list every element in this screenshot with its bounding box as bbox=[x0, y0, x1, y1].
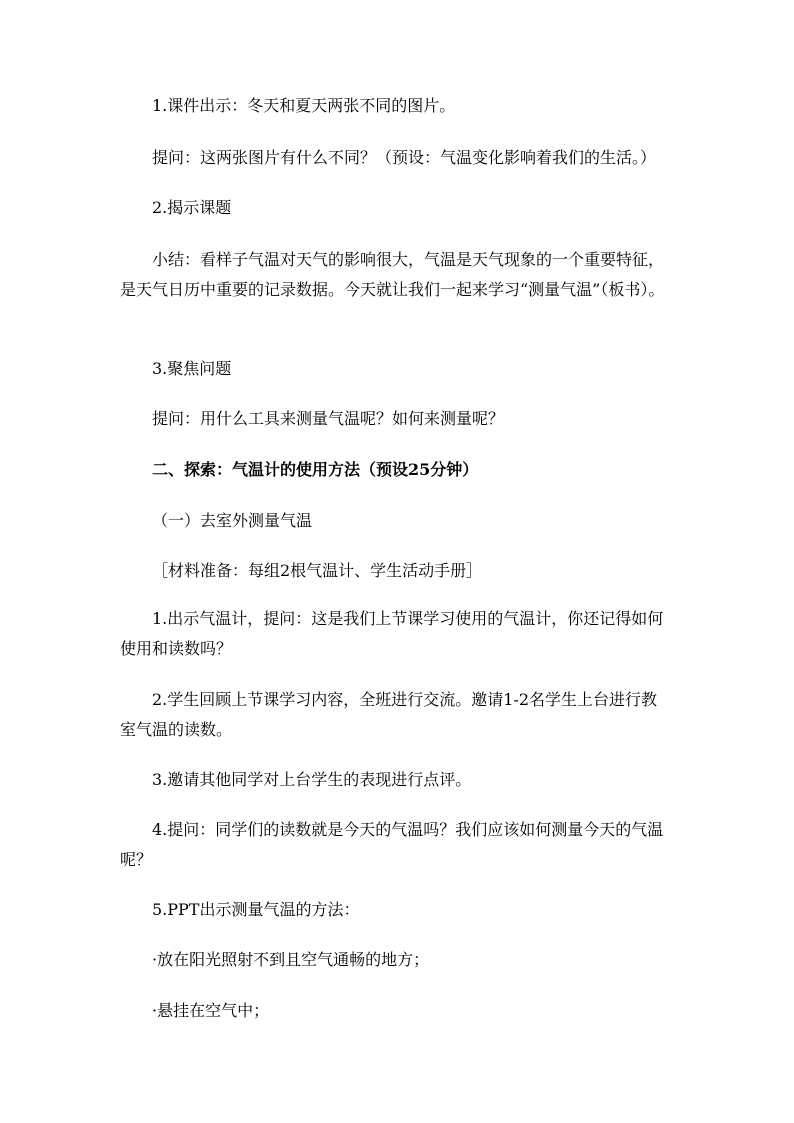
paragraph-step-1: 1.课件出示：冬天和夏天两张不同的图片。 bbox=[152, 96, 456, 115]
paragraph-question-2: 提问：用什么工具来测量气温呢？如何来测量呢？ bbox=[152, 409, 505, 428]
paragraph-item-1: 1.出示气温计，提问：这是我们上节课学习使用的气温计，你还记得如何使用和读数吗？ bbox=[120, 609, 664, 658]
paragraph-summary: 小结：看样子气温对天气的影响很大，气温是天气现象的一个重要特征，是天气日历中重要的记录数据。今天就让我们一起来学习“测量气温”（板书）。 bbox=[120, 250, 665, 299]
bullet-item-2: ·悬挂在空气中； bbox=[152, 1001, 270, 1020]
paragraph-step-3: 3.聚焦问题 bbox=[152, 359, 232, 378]
bullet-item-1: ·放在阳光照射不到且空气通畅的地方； bbox=[152, 950, 430, 969]
subsection-heading: （一）去室外测量气温 bbox=[152, 511, 313, 530]
paragraph-question-1: 提问：这两张图片有什么不同？（预设：气温变化影响着我们的生活。） bbox=[152, 148, 657, 167]
section-heading: 二、探索：气温计的使用方法（预设25分钟） bbox=[152, 460, 479, 479]
paragraph-item-5: 5.PPT出示测量气温的方法： bbox=[152, 900, 360, 919]
paragraph-step-2: 2.揭示课题 bbox=[152, 198, 232, 217]
materials-note: ［材料准备：每组2根气温计、学生活动手册］ bbox=[152, 561, 483, 580]
paragraph-item-2: 2.学生回顾上节课学习内容，全班进行交流。邀请1-2名学生上台进行教室气温的读数。 bbox=[120, 690, 658, 739]
paragraph-item-4: 4.提问：同学们的读数就是今天的气温吗？我们应该如何测量今天的气温呢？ bbox=[120, 820, 664, 869]
paragraph-item-3: 3.邀请其他同学对上台学生的表现进行点评。 bbox=[152, 770, 472, 789]
